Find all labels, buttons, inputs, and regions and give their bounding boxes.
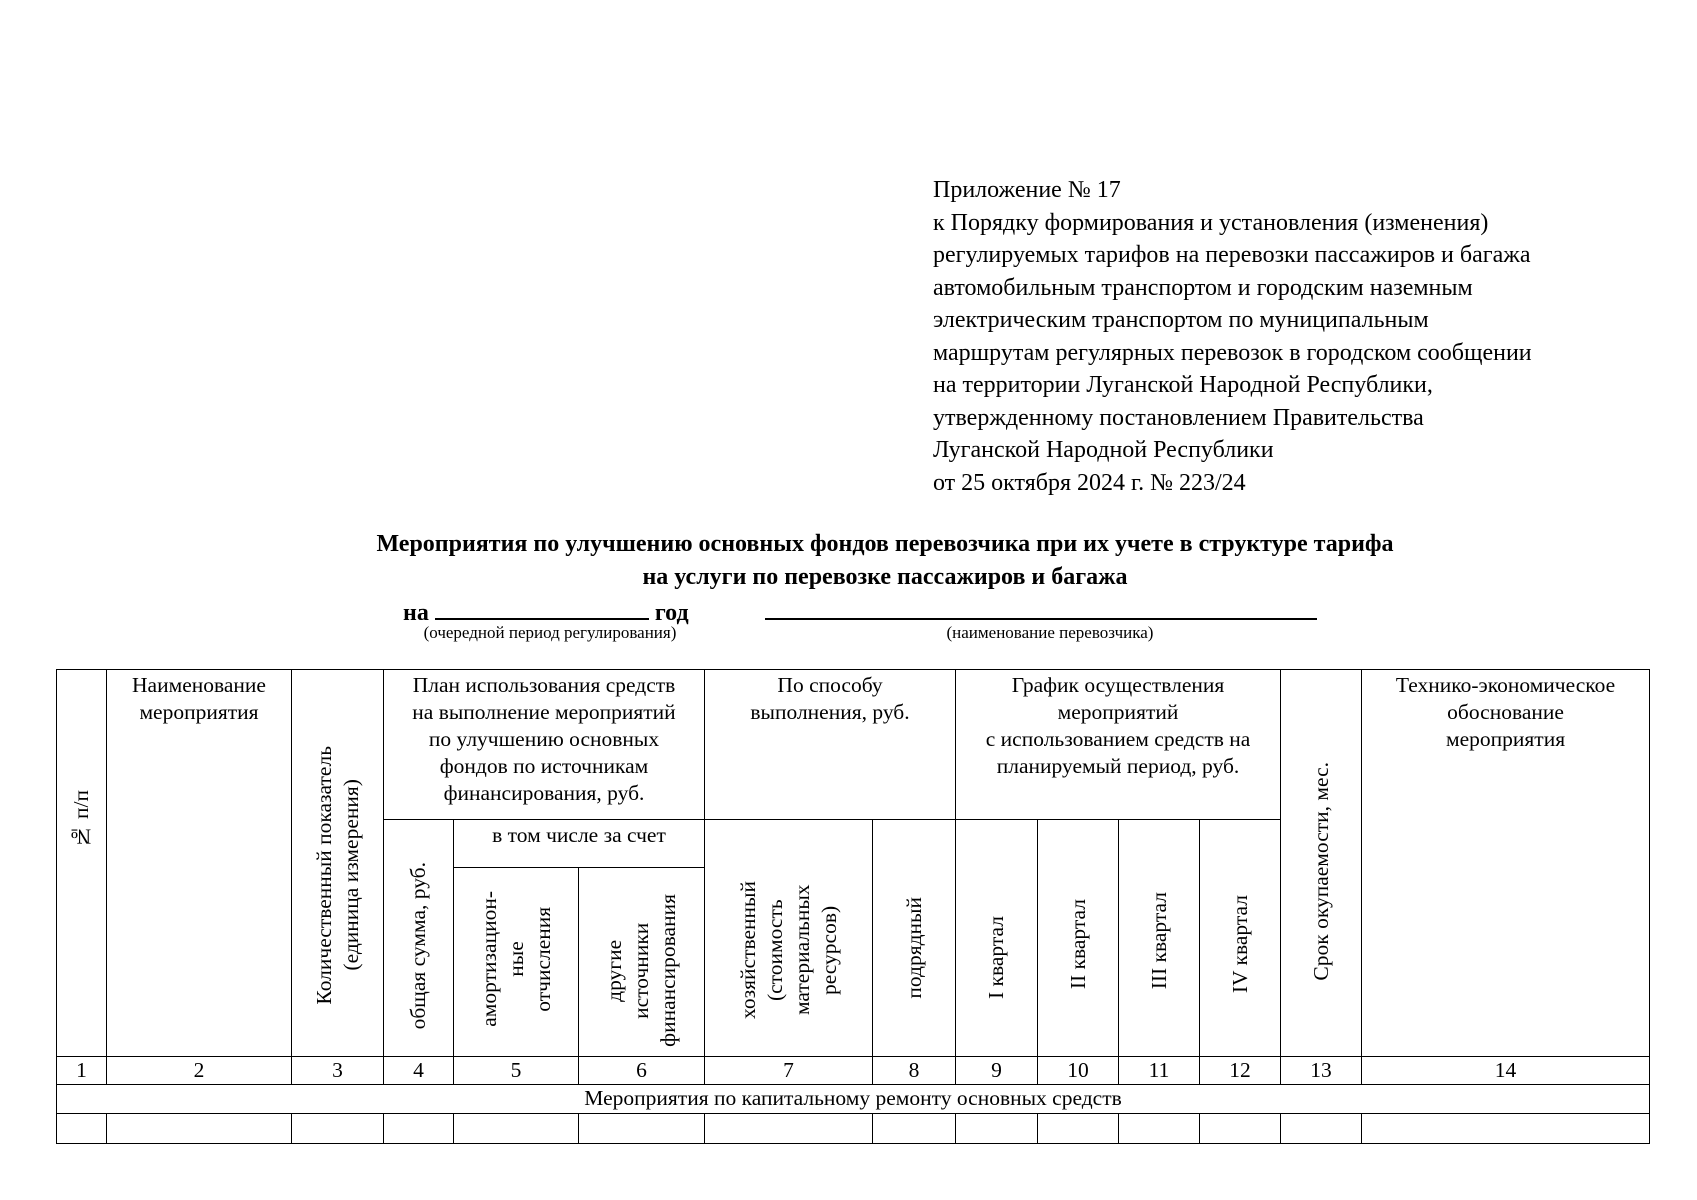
column-number: 7 [705, 1057, 873, 1085]
header-method-line: По способу [777, 673, 883, 697]
header-q2: II квартал [1065, 898, 1090, 989]
column-number: 12 [1200, 1057, 1281, 1085]
header-amort-line: отчисления [530, 906, 555, 1012]
column-number: 2 [107, 1057, 292, 1085]
appendix-line: на территории Луганской Народной Республики, [933, 372, 1433, 398]
appendix-line: электрическим транспортом по муниципальным [933, 307, 1429, 333]
table-cell[interactable] [292, 1114, 384, 1144]
header-schedule-line: планируемый период, руб. [996, 754, 1240, 778]
appendix-line: маршрутам регулярных перевозок в городском сообщении [933, 339, 1532, 366]
header-total: общая сумма, руб. [406, 861, 430, 1029]
header-num-cell [57, 670, 107, 1057]
header-q1: I квартал [984, 916, 1008, 999]
header-other-line: источники [629, 922, 653, 1019]
header-payback: Срок окупаемости, мес. [1308, 762, 1333, 981]
appendix-line: от 25 октября 2024 г. № 223/24 [933, 469, 1246, 496]
appendix-line: утвержденному постановлением Правительства [933, 404, 1424, 431]
table-cell[interactable] [107, 1114, 292, 1144]
header-q3: III квартал [1146, 891, 1171, 989]
appendix-line: к Порядку формирования и установления (изменения) [933, 209, 1489, 236]
table-cell[interactable] [1119, 1114, 1200, 1144]
table-cell[interactable] [1038, 1114, 1119, 1144]
carrier-blank [765, 596, 1317, 620]
header-method [705, 670, 956, 820]
header-plan [384, 670, 705, 820]
table-cell[interactable] [956, 1114, 1038, 1144]
header-indicator [311, 746, 365, 1005]
header-other [601, 894, 682, 1047]
section-row [57, 1085, 1650, 1114]
column-number: 3 [292, 1057, 384, 1085]
header-contract-cell [873, 820, 956, 1057]
header-name-line: мероприятия [139, 700, 259, 724]
header-schedule-line: График осуществления [1011, 673, 1225, 697]
header-other-line: другие [602, 939, 626, 1002]
carrier-caption: (наименование перевозчика) [946, 623, 1154, 642]
header-economic-line: материальных [789, 884, 814, 1016]
appendix-line: регулируемых тарифов на перевозки пассажиров и багажа [933, 242, 1531, 268]
header-including: в том числе за счет [454, 820, 705, 868]
header-total-cell [384, 820, 454, 1057]
appendix-block [933, 174, 1673, 499]
appendix-line: автомобильным транспортом и городским наземным [933, 274, 1473, 301]
header-plan-line: финансирования, руб. [443, 781, 645, 805]
table-cell[interactable] [454, 1114, 579, 1144]
header-amort-cell [454, 868, 579, 1057]
header-name [107, 670, 292, 1057]
appendix-line: Луганской Народной Республики [933, 437, 1274, 463]
appendix-line: Приложение № 17 [933, 177, 1121, 203]
header-name-line: Наименование [132, 673, 266, 697]
header-q4-cell [1200, 820, 1281, 1057]
section-title: Мероприятия по капитальному ремонту основных средств [57, 1085, 1650, 1114]
header-method-line: выполнения, руб. [750, 700, 910, 724]
table-cell[interactable] [1281, 1114, 1362, 1144]
period-caption: (очередной период регулирования) [423, 623, 677, 642]
table-cell[interactable] [384, 1114, 454, 1144]
header-justification-line: Технико-экономическое [1395, 673, 1616, 697]
header-q2-cell [1038, 820, 1119, 1057]
document-title-line-1: Мероприятия по улучшению основных фондов перевозчика при их учете в структуре тарифа [376, 531, 1394, 557]
document-title-line-2: на услуги по перевозке пассажиров и багажа [642, 564, 1128, 590]
column-number: 9 [956, 1057, 1038, 1085]
table-cell[interactable] [579, 1114, 705, 1144]
table-cell[interactable] [1362, 1114, 1650, 1144]
column-number: 1 [57, 1057, 107, 1085]
header-indicator-line: Количественный показатель [311, 746, 336, 1005]
table-cell[interactable] [1200, 1114, 1281, 1144]
column-number: 5 [454, 1057, 579, 1085]
header-justification-line: обоснование [1447, 700, 1564, 724]
table-row [57, 1114, 1650, 1144]
header-contract: подрядный [901, 897, 926, 999]
column-number: 8 [873, 1057, 956, 1085]
header-economic-line: хозяйственный [735, 880, 760, 1019]
period-blank [435, 596, 649, 620]
header-q4: IV квартал [1227, 894, 1252, 993]
table-cell[interactable] [57, 1114, 107, 1144]
header-plan-line: фондов по источникам [439, 754, 649, 778]
document-title [0, 528, 1697, 594]
header-economic-line: (стоимость [762, 899, 787, 1001]
column-number: 11 [1119, 1057, 1200, 1085]
table-cell[interactable] [873, 1114, 956, 1144]
header-num: № п/п [69, 790, 93, 849]
header-other-line: финансирования [656, 894, 680, 1047]
header-indicator-line: (единица измерения) [338, 779, 363, 972]
header-payback-cell [1281, 670, 1362, 1057]
measures-table [56, 669, 1650, 1144]
header-plan-line: План использования средств [412, 673, 676, 697]
column-number: 14 [1362, 1057, 1650, 1085]
header-economic-line: ресурсов) [816, 905, 841, 995]
header-other-cell [579, 868, 705, 1057]
header-economic [735, 881, 843, 1019]
column-numbers-row [57, 1057, 1650, 1085]
header-justification-line: мероприятия [1446, 727, 1566, 751]
header-q3-cell [1119, 820, 1200, 1057]
header-q1-cell [956, 820, 1038, 1057]
header-indicator-cell [292, 670, 384, 1057]
period-prefix: на [403, 600, 429, 626]
column-number: 4 [384, 1057, 454, 1085]
column-number: 10 [1038, 1057, 1119, 1085]
header-schedule-line: с использованием средств на [985, 727, 1251, 751]
header-amort [476, 891, 557, 1027]
column-number: 13 [1281, 1057, 1362, 1085]
header-amort-line: амортизацион- [476, 891, 501, 1027]
header-plan-line: на выполнение мероприятий [412, 700, 676, 724]
period-suffix: год [654, 600, 689, 626]
header-economic-cell [705, 820, 873, 1057]
table-cell[interactable] [705, 1114, 873, 1144]
header-plan-line: по улучшению основных [428, 727, 660, 751]
column-number: 6 [579, 1057, 705, 1085]
header-amort-line: ные [503, 941, 528, 977]
header-justification [1362, 670, 1650, 1057]
header-schedule-line: мероприятий [1057, 700, 1179, 724]
header-schedule [956, 670, 1281, 820]
